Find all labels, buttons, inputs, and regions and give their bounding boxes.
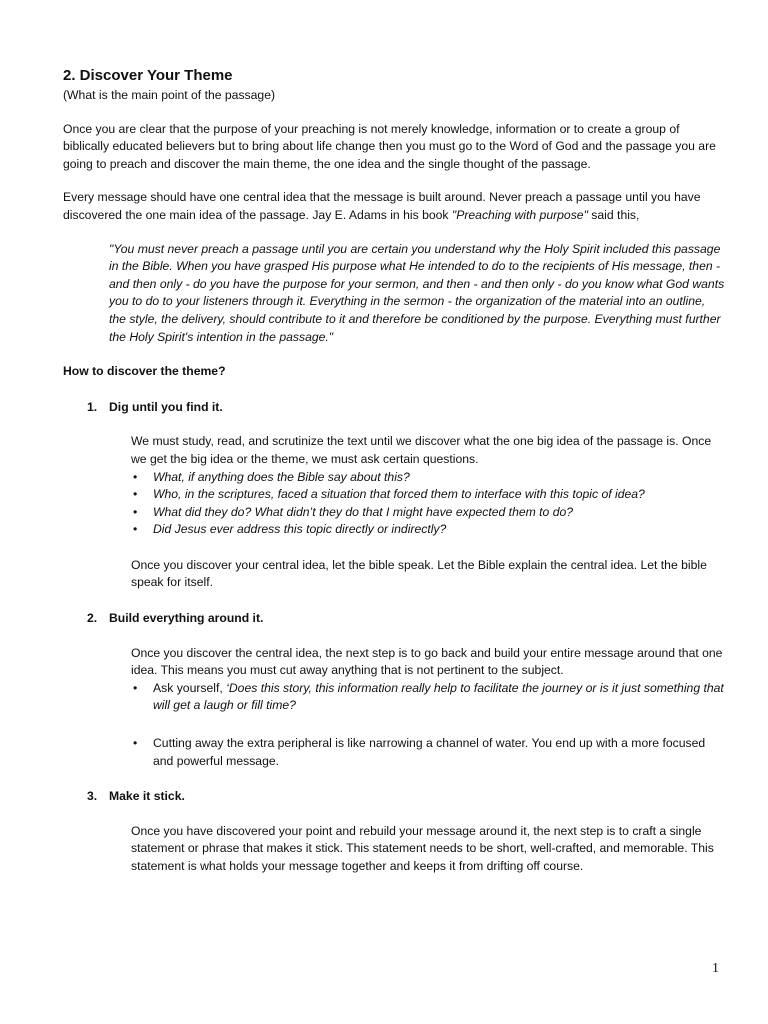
step-number: 2. (87, 611, 98, 626)
bullet-icon: • (133, 487, 138, 502)
step-heading (87, 610, 725, 628)
central-idea-paragraph (63, 189, 725, 224)
step-number: 1. (87, 399, 98, 414)
step-heading (87, 788, 725, 806)
bullet-icon: • (133, 522, 138, 537)
list-item: • Did Jesus ever address this topic directly or indirectly? (131, 521, 725, 539)
list-item: • Cutting away the extra peripheral is like narrowing a channel of water. You end up with a more focused and powerful message. (133, 736, 706, 768)
section-subheading: (What is the main point of the passage) (63, 88, 276, 102)
page-number: 1 (712, 961, 719, 976)
book-title: "Preaching with purpose" (451, 207, 588, 222)
subsection-heading: How to discover the theme? (63, 364, 226, 379)
step-number: 3. (87, 789, 98, 804)
list-item: • What did they do? What didn’t they do that I might have expected them to do? (131, 504, 725, 522)
step-body: Once you have discovered your point and rebuild your message around it, the next step is to craft a single statement or phrase that makes it stick. This statement needs to be short, well-crafted, and memorable. This statement is what holds your message together and keeps it from drifting off course. (131, 823, 714, 873)
list-item: • Who, in the scriptures, faced a situation that forced them to interface with this topic of idea? (131, 486, 725, 504)
paragraph-text-end: said this, (587, 207, 640, 222)
bullet-icon: • (133, 680, 138, 695)
list-item: • What, if anything does the Bible say about this? (131, 469, 725, 487)
step-title: Build everything around it. (109, 611, 264, 626)
paragraph-text: Every message should have one central idea that the message is built around. Never preach a passage until you have discovered the one main idea of the passage. Jay E. Adams in his book (63, 190, 701, 222)
step-heading (87, 399, 725, 417)
step-body: We must study, read, and scrutinize the text until we discover what the one big idea of the passage is. Once we get the big idea or the theme, we must ask certain questions. (131, 434, 712, 466)
step-body: Once you discover the central idea, the next step is to go back and build your entire message around that one idea. This means you must cut away anything that is not pertinent to the subject. (131, 645, 723, 678)
step-title: Make it stick. (109, 789, 185, 804)
section-heading: 2. Discover Your Theme (63, 67, 233, 84)
bullet-icon: • (133, 504, 138, 519)
block-quote: "You must never preach a passage until you are certain you understand why the Holy Spirit included this passage in the Bible. When you have grasped His purpose what He intended to do to the recipients of His message, then - and then only - do you have the purpose for your sermon, and then - and then only - do you know what God wants you to do to your listeners through it. Everything in the sermon - the organization of the material into an outline, the style, the delivery, should contribute to it and therefore be conditioned by the purpose. Everything must further the Holy Spirit's intention in the passage." (109, 241, 725, 344)
question-list (131, 469, 725, 539)
advice-list (131, 680, 725, 770)
step-title: Dig until you find it. (109, 399, 223, 414)
bullet-icon: • (133, 469, 138, 484)
bullet-icon: • (133, 736, 138, 751)
document-body (63, 66, 725, 876)
list-item: • Ask yourself, ‘Does this story, this information really help to facilitate the journey or is it just something that will get a laugh or fill time? (133, 680, 724, 713)
step-conclusion: Once you discover your central idea, let the bible speak. Let the Bible explain the central idea. Let the bible speak for itself. (131, 557, 707, 590)
intro-paragraph: Once you are clear that the purpose of your preaching is not merely knowledge, information or to create a group of biblically educated believers but to bring about life change then you must go to the Word of God and the passage you are going to preach and discover the main theme, the one idea and the single thought of the passage. (63, 121, 716, 171)
